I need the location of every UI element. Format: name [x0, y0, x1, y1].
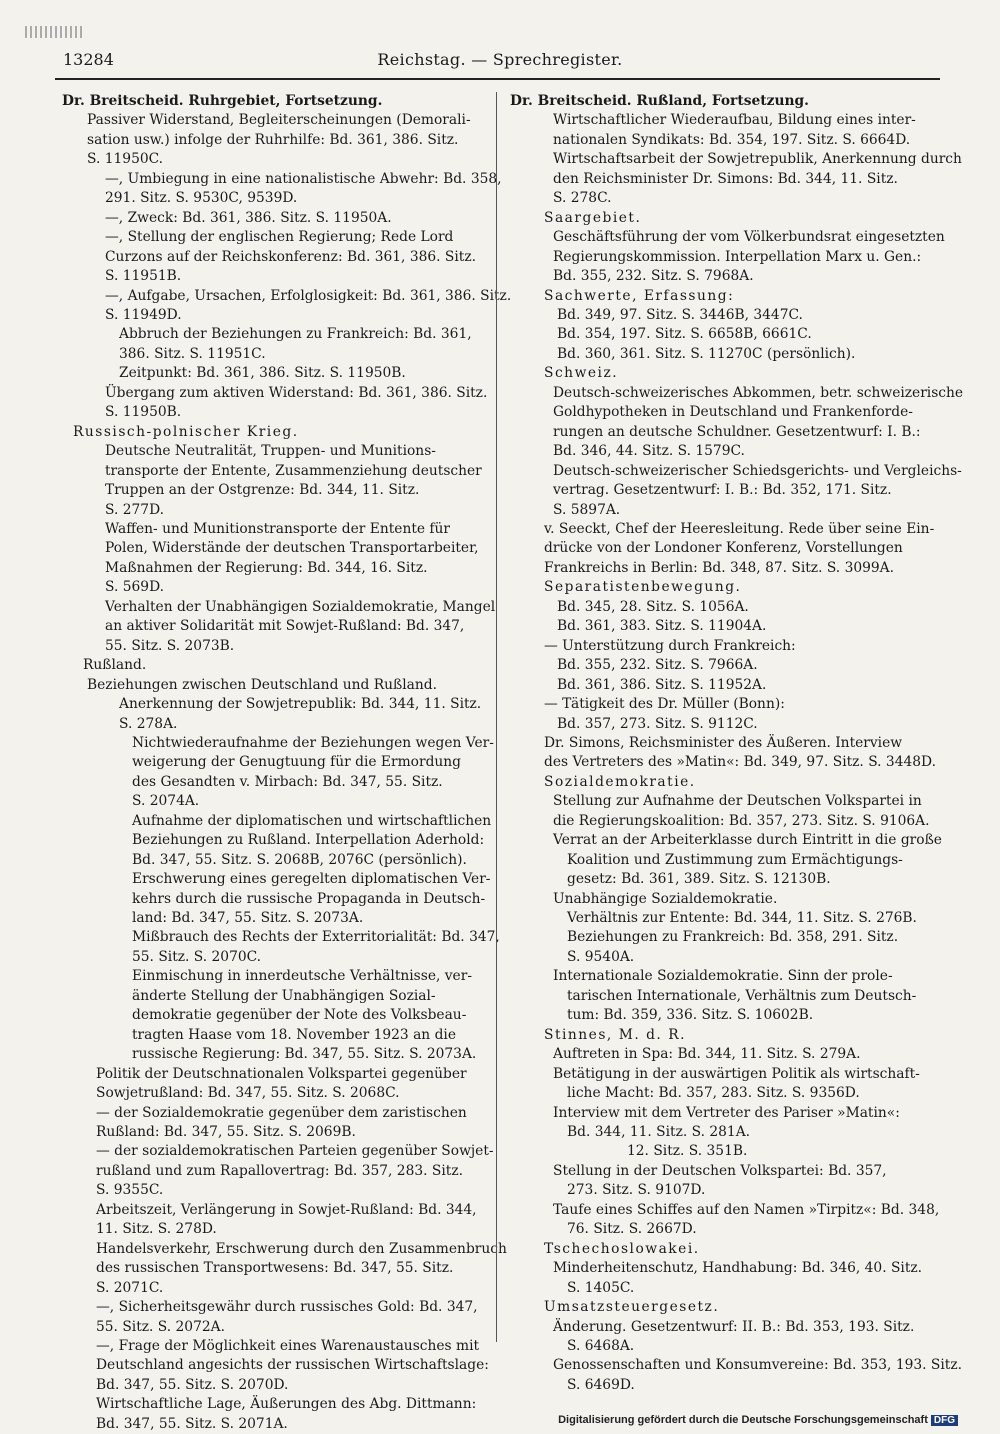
index-line: — der Sozialdemokratie gegenüber dem zaristischen: [96, 1104, 467, 1121]
index-line: Deutsche Neutralität, Truppen- und Munitions-: [105, 443, 436, 460]
index-line: Erschwerung eines geregelten diplomatischen Ver-: [132, 871, 491, 888]
index-line: den Reichsminister Dr. Simons: Bd. 344, 11. Sitz.: [553, 170, 898, 187]
index-line: 76. Sitz. S. 2667D.: [567, 1221, 697, 1238]
index-line: nationalen Syndikats: Bd. 354, 197. Sitz. S. 6664D.: [553, 131, 911, 148]
index-line: 386. Sitz. S. 11951C.: [119, 345, 266, 362]
index-line: Dr. Breitscheid. Ruhrgebiet, Fortsetzung.: [62, 93, 383, 109]
index-line: Rußland: Bd. 347, 55. Sitz. S. 2069B.: [96, 1124, 356, 1141]
index-line: S. 1405C.: [567, 1279, 635, 1296]
index-line: 55. Sitz. S. 2070C.: [132, 948, 262, 965]
left-column: [62, 92, 512, 1434]
index-line: S. 278C.: [553, 190, 612, 207]
index-line: Interview mit dem Vertreter des Pariser »Matin«:: [553, 1104, 900, 1121]
index-line: S. 5897A.: [553, 501, 621, 518]
index-line: Polen, Widerstände der deutschen Transportarbeiter,: [105, 540, 479, 557]
index-line: 55. Sitz. S. 2073B.: [105, 637, 235, 654]
index-line: die Regierungskoalition: Bd. 357, 273. Sitz. S. 9106A.: [553, 812, 930, 829]
index-line: Schweiz.: [544, 365, 619, 382]
index-line: —, Sicherheitsgewähr durch russisches Gold: Bd. 347,: [96, 1299, 478, 1316]
index-line: S. 2074A.: [132, 793, 200, 810]
index-line: Politik der Deutschnationalen Volkspartei gegenüber: [96, 1065, 467, 1082]
scan-artifact: [25, 26, 85, 38]
index-line: Frankreichs in Berlin: Bd. 348, 87. Sitz. S. 3099A.: [544, 559, 895, 576]
index-line: russische Regierung: Bd. 347, 55. Sitz. S. 2073A.: [132, 1046, 477, 1063]
index-line: S. 11951B.: [105, 268, 182, 285]
index-line: Mißbrauch des Rechts der Exterritorialität: Bd. 347,: [132, 929, 500, 946]
footer-credit-text: Digitalisierung gefördert durch die Deutsche Forschungsgemeinschaft: [558, 1414, 928, 1426]
index-line: Einmischung in innerdeutsche Verhältnisse, ver-: [132, 968, 472, 985]
index-line: Regierungskommission. Interpellation Marx u. Gen.:: [553, 248, 922, 265]
index-line: Wirtschaftliche Lage, Äußerungen des Abg. Dittmann:: [96, 1396, 477, 1413]
footer-credit: [558, 1414, 958, 1426]
index-line: gesetz: Bd. 361, 389. Sitz. S. 12130B.: [567, 871, 831, 888]
index-line: Bd. 347, 55. Sitz. S. 2071A.: [96, 1415, 288, 1432]
index-line: Bd. 361, 383. Sitz. S. 11904A.: [557, 618, 767, 635]
index-line: S. 6468A.: [567, 1338, 635, 1354]
index-line: Auftreten in Spa: Bd. 344, 11. Sitz. S. 279A.: [553, 1046, 861, 1063]
index-line: Umsatzsteuergesetz.: [544, 1299, 720, 1316]
index-line: tarischen Internationale, Verhältnis zum Deutsch-: [567, 987, 917, 1004]
index-line: Bd. 355, 232. Sitz. S. 7968A.: [553, 268, 754, 285]
index-line: Truppen an der Ostgrenze: Bd. 344, 11. Sitz.: [105, 482, 420, 499]
index-line: an aktiver Solidarität mit Sowjet-Rußland: Bd. 347,: [105, 618, 465, 635]
index-line: —, Umbiegung in eine nationalistische Abwehr: Bd. 358,: [105, 170, 502, 187]
index-line: vertrag. Gesetzentwurf: I. B.: Bd. 352, 171. Sitz.: [553, 482, 892, 499]
index-line: Änderung. Gesetzentwurf: II. B.: Bd. 353, 193. Sitz.: [553, 1318, 915, 1335]
index-line: Minderheitenschutz, Handhabung: Bd. 346, 40. Sitz.: [553, 1260, 923, 1277]
index-line: Unabhängige Sozialdemokratie.: [553, 890, 778, 907]
index-line: Verhalten der Unabhängigen Sozialdemokratie, Mangel: [105, 598, 496, 615]
index-line: S. 11950B.: [105, 404, 182, 421]
index-line: Beziehungen zu Frankreich: Bd. 358, 291. Sitz.: [567, 929, 899, 946]
index-line: Bd. 357, 273. Sitz. S. 9112C.: [557, 715, 758, 732]
index-line: Rußland.: [83, 657, 147, 674]
index-line: S. 278A.: [119, 715, 178, 732]
index-line: drücke von der Londoner Konferenz, Vorstellungen: [544, 540, 903, 557]
index-line: land: Bd. 347, 55. Sitz. S. 2073A.: [132, 910, 364, 927]
index-line: S. 11949D.: [105, 306, 182, 323]
index-line: rungen an deutsche Schuldner. Gesetzentwurf: I. B.:: [553, 423, 921, 440]
index-line: Saargebiet.: [544, 209, 642, 226]
index-line: Stellung in der Deutschen Volkspartei: Bd. 357,: [553, 1162, 887, 1179]
index-line: Zeitpunkt: Bd. 361, 386. Sitz. S. 11950B.: [119, 365, 406, 382]
index-line: 12. Sitz. S. 351B.: [627, 1143, 748, 1160]
column-divider: [496, 92, 497, 1342]
index-line: S. 11950C.: [87, 151, 164, 168]
index-line: —, Stellung der englischen Regierung; Rede Lord: [105, 229, 454, 246]
index-line: Übergang zum aktiven Widerstand: Bd. 361, 386. Sitz.: [105, 384, 488, 401]
running-title: Reichstag. — Sprechregister.: [377, 50, 623, 69]
index-line: Stinnes, M. d. R.: [544, 1026, 686, 1043]
index-line: Waffen- und Munitionstransporte der Entente für: [105, 520, 451, 537]
index-line: Sowjetrußland: Bd. 347, 55. Sitz. S. 2068C.: [96, 1085, 400, 1102]
index-line: Bd. 347, 55. Sitz. S. 2068B, 2076C (persönlich).: [132, 851, 467, 868]
index-line: Genossenschaften und Konsumvereine: Bd. 353, 193. Sitz.: [553, 1357, 962, 1374]
index-line: Sachwerte, Erfassung:: [544, 287, 735, 304]
index-line: Bd. 361, 386. Sitz. S. 11952A.: [557, 676, 767, 693]
index-line: Deutsch-schweizerischer Schiedsgerichts- und Vergleichs-: [553, 462, 962, 479]
index-line: 55. Sitz. S. 2072A.: [96, 1318, 225, 1335]
index-line: 11. Sitz. S. 278D.: [96, 1221, 217, 1238]
index-line: S. 2071C.: [96, 1279, 164, 1296]
index-line: Separatistenbewegung.: [544, 579, 742, 596]
index-line: rußland und zum Rapallovertrag: Bd. 357, 283. Sitz.: [96, 1162, 463, 1179]
index-line: des Gesandten v. Mirbach: Bd. 347, 55. Sitz.: [132, 773, 443, 790]
index-line: Taufe eines Schiffes auf den Namen »Tirpitz«: Bd. 348,: [553, 1201, 940, 1218]
index-line: v. Seeckt, Chef der Heeresleitung. Rede über seine Ein-: [544, 520, 935, 537]
index-line: Nichtwiederaufnahme der Beziehungen wegen Ver-: [132, 734, 494, 751]
index-line: S. 9540A.: [567, 948, 635, 965]
index-line: Anerkennung der Sowjetrepublik: Bd. 344, 11. Sitz.: [119, 696, 482, 713]
index-line: Bd. 349, 97. Sitz. S. 3446B, 3447C.: [557, 306, 803, 323]
index-line: Bd. 354, 197. Sitz. S. 6658B, 6661C.: [557, 326, 812, 343]
index-line: Maßnahmen der Regierung: Bd. 344, 16. Sitz.: [105, 559, 428, 576]
index-line: — der sozialdemokratischen Parteien gegenüber Sowjet-: [96, 1143, 494, 1160]
index-line: S. 569D.: [105, 579, 165, 596]
index-line: S. 9355C.: [96, 1182, 164, 1199]
index-line: Betätigung in der auswärtigen Politik als wirtschaft-: [553, 1065, 920, 1082]
index-line: S. 277D.: [105, 501, 165, 518]
index-line: Verrat an der Arbeiterklasse durch Eintritt in die große: [553, 832, 942, 849]
index-line: Dr. Simons, Reichsminister des Äußeren. Interview: [544, 734, 903, 751]
index-line: Arbeitszeit, Verlängerung in Sowjet-Rußland: Bd. 344,: [96, 1201, 477, 1218]
index-line: Deutschland angesichts der russischen Wirtschaftslage:: [96, 1357, 489, 1374]
index-line: sation usw.) infolge der Ruhrhilfe: Bd. 361, 386. Sitz.: [87, 131, 459, 148]
index-line: tum: Bd. 359, 336. Sitz. S. 10602B.: [567, 1007, 814, 1024]
index-line: Goldhypotheken in Deutschland und Frankenforde-: [553, 404, 913, 421]
page-header: [0, 0, 1000, 90]
index-line: Curzons auf der Reichskonferenz: Bd. 361, 386. Sitz.: [105, 248, 476, 265]
index-line: Beziehungen zwischen Deutschland und Rußland.: [87, 676, 438, 693]
index-line: kehrs durch die russische Propaganda in Deutsch-: [132, 890, 486, 907]
index-line: —, Aufgabe, Ursachen, Erfolglosigkeit: Bd. 361, 386. Sitz.: [105, 287, 512, 304]
index-line: Dr. Breitscheid. Rußland, Fortsetzung.: [510, 93, 809, 109]
index-line: —, Frage der Möglichkeit eines Warenaustausches mit: [96, 1338, 480, 1354]
index-line: des Vertreters des »Matin«: Bd. 349, 97. Sitz. S. 3448D.: [544, 754, 936, 771]
index-line: liche Macht: Bd. 357, 283. Sitz. S. 9356D.: [567, 1085, 860, 1102]
index-line: Bd. 346, 44. Sitz. S. 1579C.: [553, 443, 745, 460]
index-line: — Unterstützung durch Frankreich:: [544, 637, 796, 654]
index-line: Tschechoslowakei.: [544, 1240, 700, 1257]
index-line: Deutsch-schweizerisches Abkommen, betr. schweizerische: [553, 384, 964, 401]
index-line: Wirtschaftsarbeit der Sowjetrepublik, Anerkennung durch: [553, 151, 962, 168]
index-line: 291. Sitz. S. 9530C, 9539D.: [105, 190, 298, 207]
index-line: Bd. 355, 232. Sitz. S. 7966A.: [557, 657, 758, 674]
index-line: Handelsverkehr, Erschwerung durch den Zusammenbruch: [96, 1240, 507, 1257]
index-line: Beziehungen zu Rußland. Interpellation Aderhold:: [132, 832, 485, 849]
page-number: 13284: [63, 50, 114, 69]
dfg-logo: DFG: [931, 1415, 958, 1426]
index-line: 273. Sitz. S. 9107D.: [567, 1182, 706, 1199]
index-line: Internationale Sozialdemokratie. Sinn der prole-: [553, 968, 893, 985]
index-line: Wirtschaftlicher Wiederaufbau, Bildung eines inter-: [553, 112, 916, 129]
index-line: Abbruch der Beziehungen zu Frankreich: Bd. 361,: [119, 326, 472, 343]
index-line: Passiver Widerstand, Begleiterscheinungen (Demorali-: [87, 112, 471, 129]
index-line: tragten Haase vom 18. November 1923 an die: [132, 1026, 456, 1043]
index-line: Bd. 344, 11. Sitz. S. 281A.: [567, 1124, 751, 1141]
index-line: —, Zweck: Bd. 361, 386. Sitz. S. 11950A.: [105, 209, 392, 226]
index-line: des russischen Transportwesens: Bd. 347, 55. Sitz.: [96, 1260, 454, 1277]
index-line: Stellung zur Aufnahme der Deutschen Volkspartei in: [553, 793, 922, 810]
index-line: Sozialdemokratie.: [544, 773, 696, 790]
index-line: demokratie gegenüber der Note des Volksbeau-: [132, 1007, 467, 1024]
index-line: Russisch-polnischer Krieg.: [73, 423, 299, 440]
index-line: transporte der Entente, Zusammenziehung deutscher: [105, 462, 482, 479]
header-rule: [55, 78, 940, 80]
index-line: Bd. 360, 361. Sitz. S. 11270C (persönlich).: [557, 345, 856, 362]
index-line: Verhältnis zur Entente: Bd. 344, 11. Sitz. S. 276B.: [567, 910, 917, 927]
index-line: änderte Stellung der Unabhängigen Sozial-: [132, 987, 436, 1004]
index-line: Koalition und Zustimmung zum Ermächtigungs-: [567, 851, 903, 868]
index-line: weigerung der Genugtuung für die Ermordung: [132, 754, 462, 771]
index-line: Aufnahme der diplomatischen und wirtschaftlichen: [132, 812, 492, 829]
index-line: — Tätigkeit des Dr. Müller (Bonn):: [544, 696, 785, 713]
index-line: Geschäftsführung der vom Völkerbundsrat eingesetzten: [553, 229, 945, 246]
right-column: [510, 92, 964, 1395]
index-line: Bd. 347, 55. Sitz. S. 2070D.: [96, 1376, 289, 1393]
index-line: Bd. 345, 28. Sitz. S. 1056A.: [557, 598, 749, 615]
index-line: S. 6469D.: [567, 1376, 635, 1393]
